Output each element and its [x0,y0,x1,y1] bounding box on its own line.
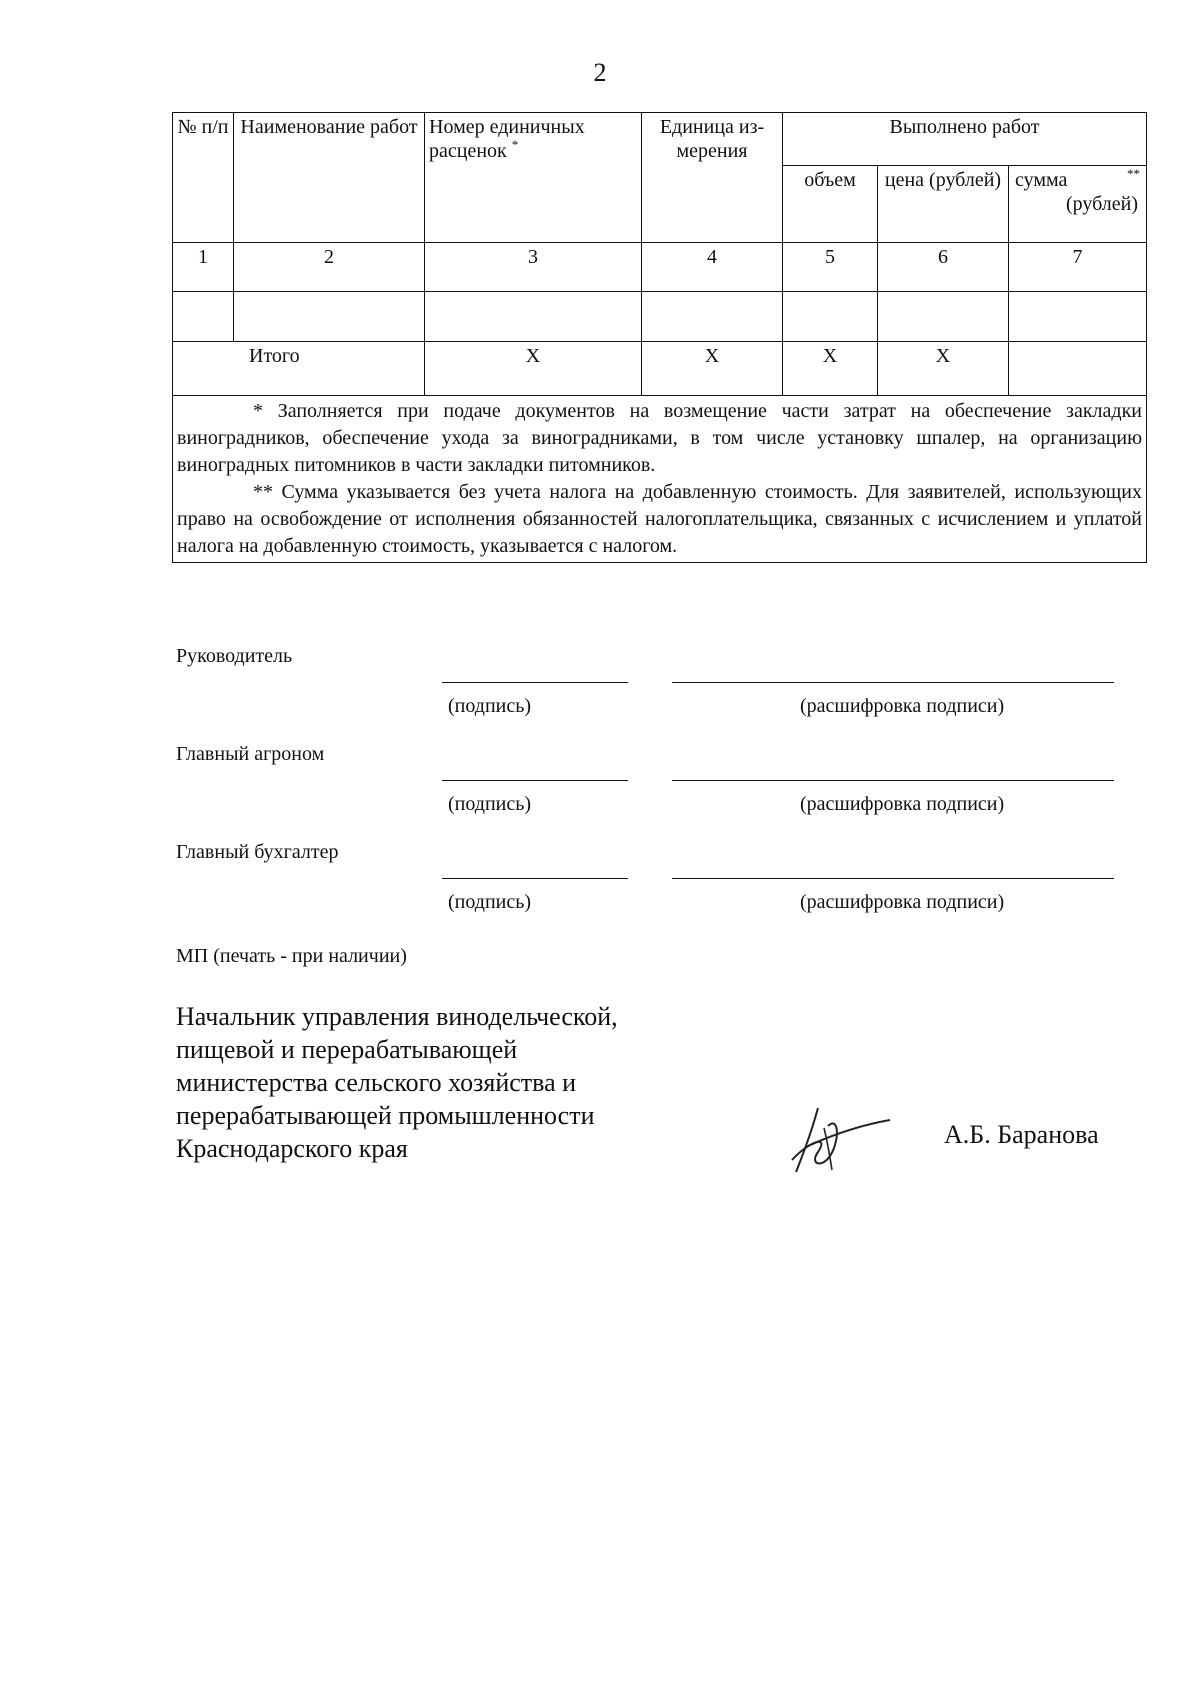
empty-cell [173,292,234,342]
total-price: X [878,342,1009,396]
empty-cell [878,292,1009,342]
signature-line [442,780,628,781]
signature-decode-line [672,780,1114,781]
signature-role: Главный агроном [176,743,325,765]
header-sum [1009,166,1147,243]
official-title: Начальник управления винодельческой, пищевой и перерабатывающей министерства сельского хозяйства и перерабатывающей промышленности Краснодарского края [176,1002,618,1163]
column-number: 7 [1009,243,1147,292]
total-rates: X [425,342,642,396]
empty-cell [1009,292,1147,342]
table-row [173,292,1147,342]
decode-caption: (расшифровка подписи) [800,891,1005,913]
signature-line [442,682,628,683]
header-price: цена (рублей) [878,166,1009,243]
empty-cell [783,292,878,342]
signature-caption: (подпись) [448,793,532,815]
signature-role: Главный бухгалтер [176,841,339,863]
decode-caption: (расшифровка подписи) [800,793,1005,815]
column-number: 5 [783,243,878,292]
decode-caption: (расшифровка подписи) [800,695,1005,717]
footnote-one: * Заполняется при подаче документов на возмещение части затрат на обеспечение закладки виноградников, обеспечение ухода за виноградниками, в том числе установку шпалер, на организацию виноградных питомников в части закладки питомников. [177,400,1143,476]
works-table [172,112,1147,563]
column-number: 4 [642,243,783,292]
header-sum-text: сумма [1015,169,1068,191]
total-volume: X [783,342,878,396]
column-number: 1 [173,243,234,292]
handwritten-signature-icon [778,1100,898,1180]
signature-caption: (подпись) [448,891,532,913]
header-rates-text: Номер единичных расценок [429,116,585,162]
stamp-label: МП (печать - при наличии) [176,945,407,967]
header-name: Наименование работ [234,113,425,243]
footnote-marker-two: ** [1127,166,1141,181]
total-row [173,342,1147,396]
header-performed: Выполнено работ [783,113,1147,166]
header-num: № п/п [173,113,234,243]
header-rates [425,113,642,243]
signer-name: А.Б. Баранова [944,1120,1099,1149]
footnote-marker-one: * [511,137,519,152]
empty-cell [642,292,783,342]
column-number: 3 [425,243,642,292]
header-sum-unit: (рублей) [1065,193,1139,215]
column-number: 6 [878,243,1009,292]
footnote-two: ** Сумма указывается без учета налога на добавленную стоимость. Для заявителей, использующих право на освобождение от исполнения обязанностей налогоплательщика, связанных с исчислением и уплатой налога на добавленную стоимость, указывается с налогом. [177,481,1143,557]
signature-line [442,878,628,879]
total-label: Итого [173,342,425,396]
signature-decode-line [672,878,1114,879]
empty-cell [234,292,425,342]
empty-cell [425,292,642,342]
header-volume: объем [783,166,878,243]
signature-decode-line [672,682,1114,683]
signature-caption: (подпись) [448,695,532,717]
column-number: 2 [234,243,425,292]
table-notes [173,396,1147,563]
total-sum [1009,342,1147,396]
header-unit: Единица из-мерения [642,113,783,243]
signature-role: Руководитель [176,645,293,667]
page-number: 2 [593,58,607,87]
total-unit: X [642,342,783,396]
